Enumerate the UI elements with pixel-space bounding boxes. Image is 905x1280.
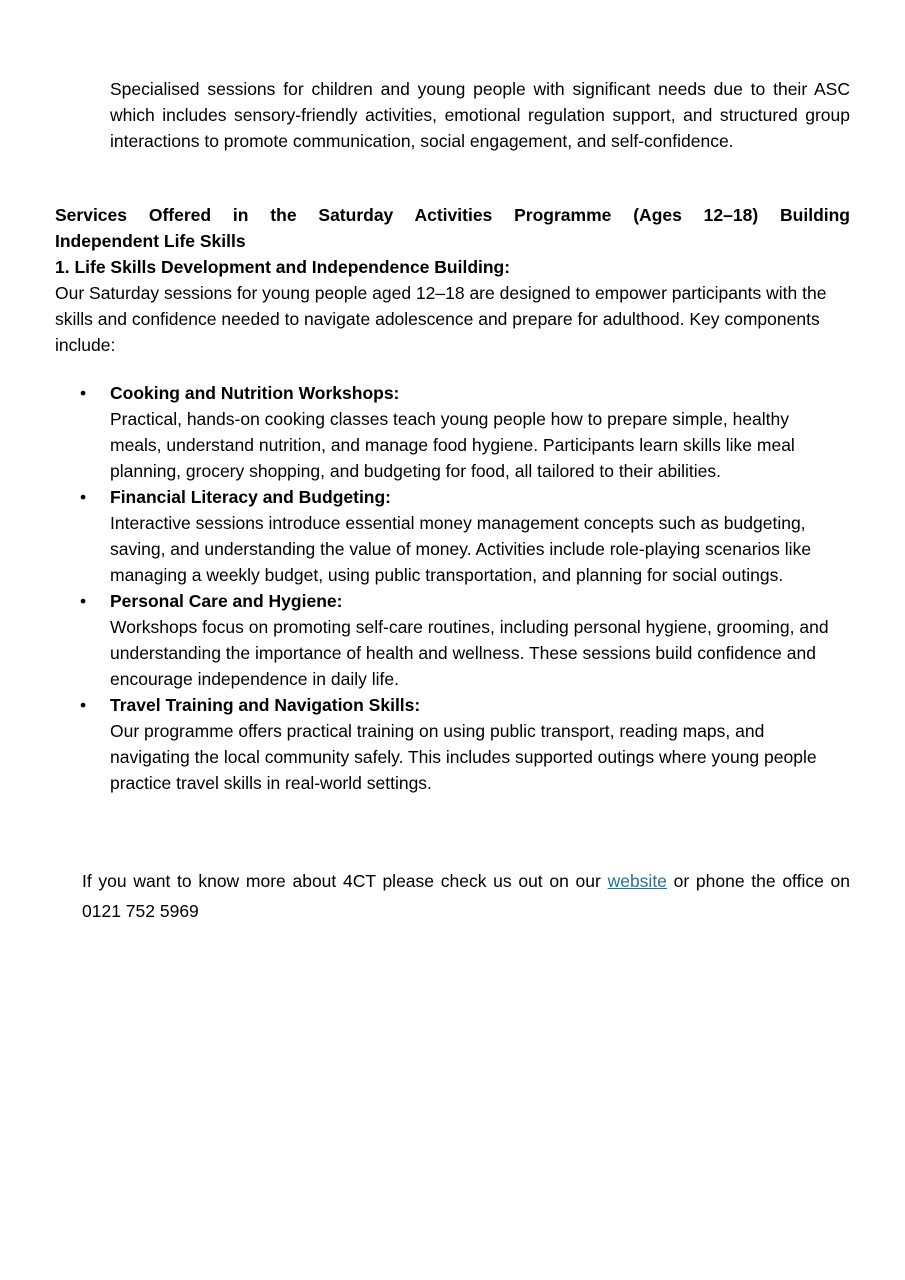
contact-paragraph	[82, 866, 850, 926]
list-item-text: Our programme offers practical training on using public transport, reading maps, and navigating the local community safely. This includes supported outings where young people practice travel skills in real-world settings.	[110, 721, 817, 793]
section-heading-line2: Independent Life Skills	[55, 231, 246, 251]
bullet-icon: •	[80, 487, 87, 507]
list-item	[0, 588, 830, 692]
bullet-icon: •	[80, 591, 87, 611]
intro-paragraph: Specialised sessions for children and young people with significant needs due to their ASC which includes sensory-friendly activities, emotional regulation support, and structured group interactions to promote communication, social engagement, and self-confidence.	[110, 79, 850, 151]
list-item	[0, 692, 830, 796]
list-item-title: Travel Training and Navigation Skills:	[110, 695, 421, 715]
list-item-title: Cooking and Nutrition Workshops:	[110, 383, 400, 403]
section-subheading: 1. Life Skills Development and Independence Building:	[55, 257, 511, 277]
website-link[interactable]: website	[607, 871, 667, 891]
contact-text-after: or phone the office on 0121 752 5969	[82, 871, 851, 921]
section-body-paragraph: Our Saturday sessions for young people aged 12–18 are designed to empower participants with the skills and confidence needed to navigate adolescence and prepare for adulthood. Key components include:	[55, 283, 827, 355]
list-item-text: Interactive sessions introduce essential money management concepts such as budgeting, saving, and understanding the value of money. Activities include role-playing scenarios like managing a weekly budget, using public transportation, and planning for social outings.	[110, 513, 812, 585]
components-list	[0, 380, 905, 796]
bullet-icon: •	[80, 695, 87, 715]
section-heading	[55, 202, 850, 254]
list-item-text: Workshops focus on promoting self-care routines, including personal hygiene, grooming, and understanding the importance of health and wellness. These sessions build confidence and encourage independence in daily life.	[110, 617, 829, 689]
list-item	[0, 380, 830, 484]
list-item-text: Practical, hands-on cooking classes teach young people how to prepare simple, healthy meals, understand nutrition, and manage food hygiene. Participants learn skills like meal planning, grocery shopping, and budgeting for food, all tailored to their abilities.	[110, 409, 795, 481]
contact-text-before: If you want to know more about 4CT please check us out on our	[82, 871, 608, 891]
list-item-title: Financial Literacy and Budgeting:	[110, 487, 392, 507]
section-heading-line1: Services Offered in the Saturday Activities Programme (Ages 12–18) Building	[55, 205, 850, 225]
list-item	[0, 484, 830, 588]
list-item-title: Personal Care and Hygiene:	[110, 591, 343, 611]
bullet-icon: •	[80, 383, 87, 403]
